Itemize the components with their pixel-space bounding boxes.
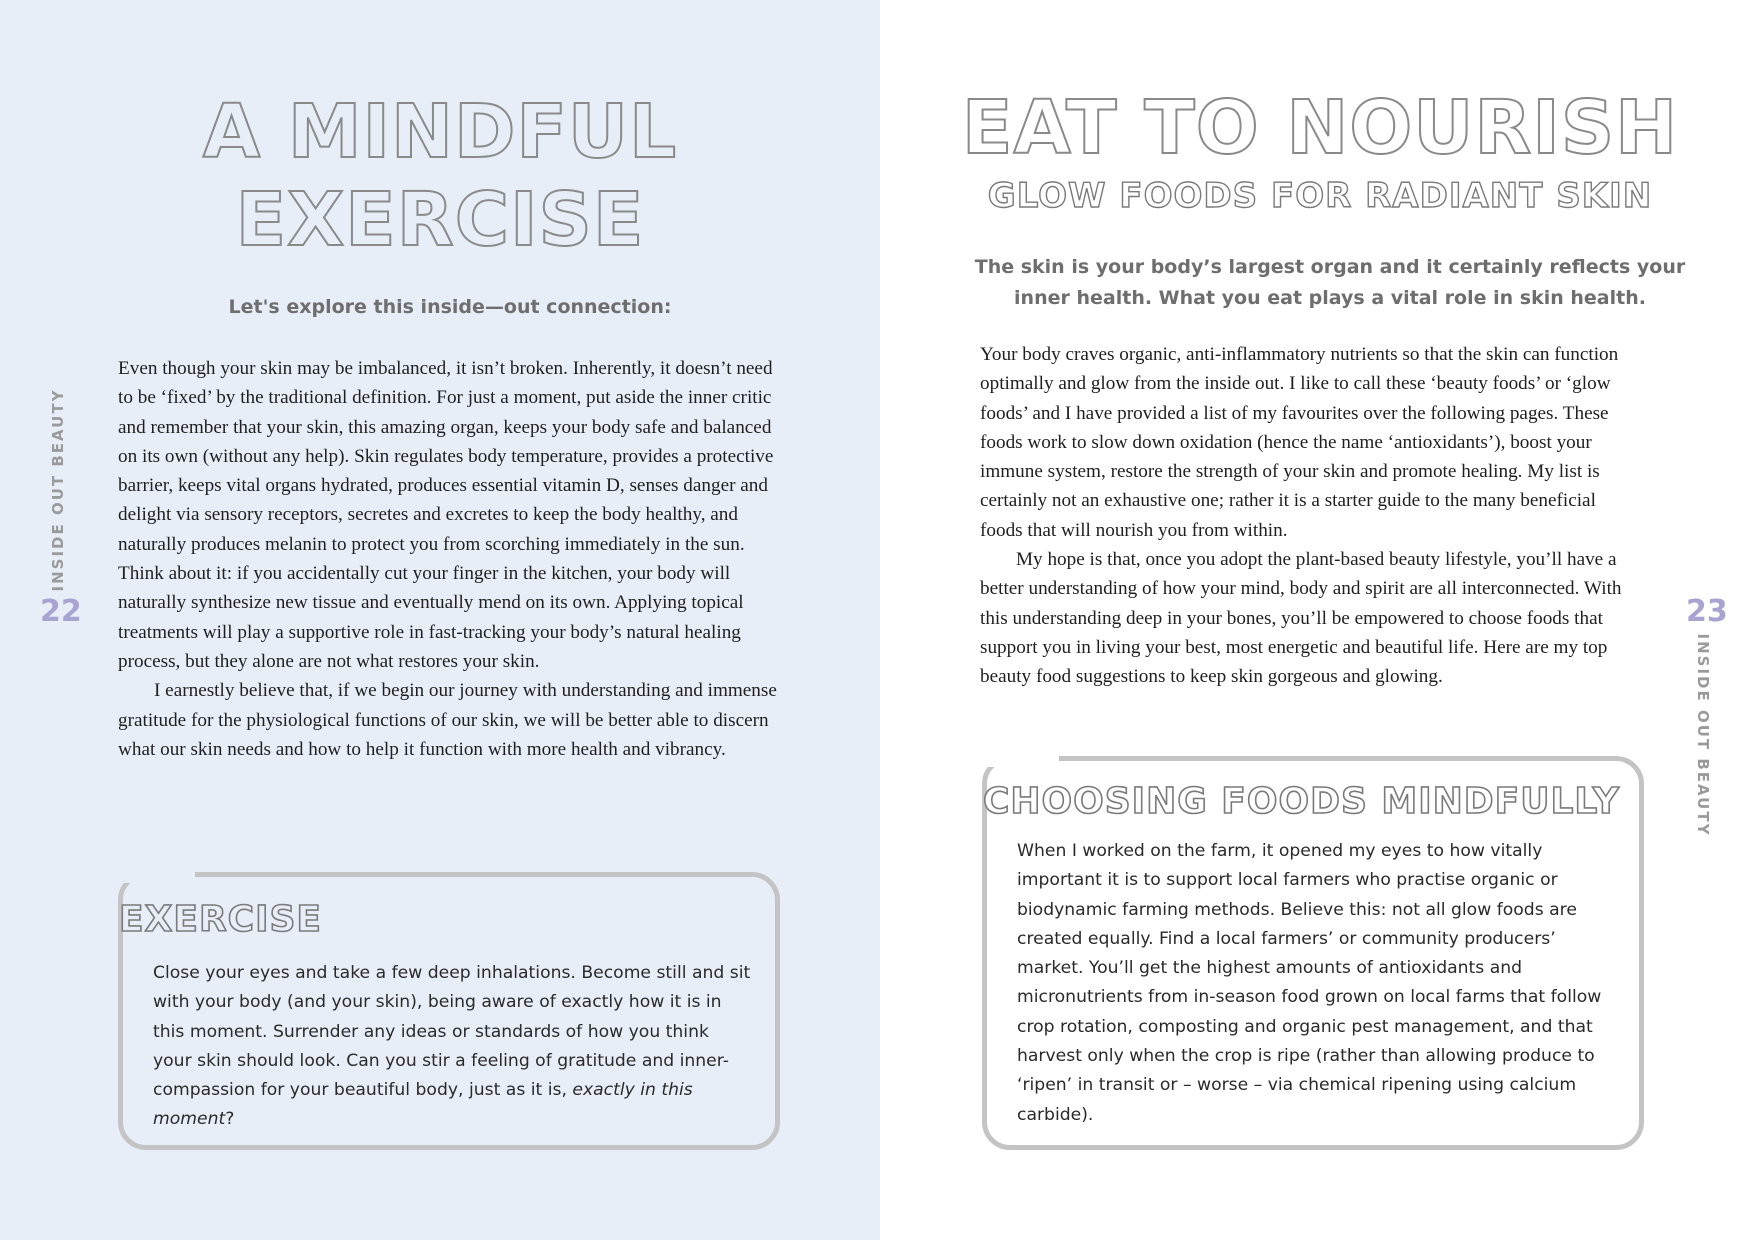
exercise-text-end: ? — [225, 1109, 235, 1130]
left-side-label: INSIDE OUT BEAUTY — [49, 388, 67, 592]
right-side-label: INSIDE OUT BEAUTY — [1694, 633, 1712, 837]
left-title-line-2: EXERCISE — [235, 177, 645, 263]
right-body — [980, 340, 1632, 692]
left-page-number: 22 — [40, 594, 82, 629]
choosing-foods-heading: CHOOSING FOODS MINDFULLY — [983, 781, 1620, 822]
right-page-subtitle: GLOW FOODS FOR RADIANT SKIN — [987, 176, 1653, 216]
right-paragraph-1: Your body craves organic, anti-inflammatory nutrients so that the skin can function optimally and glow from the inside out. I like to call these ‘beauty foods’ or ‘glow foods’ and I have provided a list of my favourites over the following pages. These foods work to slow down oxidation (hence the name ‘antioxidants’), boost your immune system, restore the strength of your skin and promote healing. My list is certainly not an exhaustive one; rather it is a starter guide to the many beneficial foods that will nourish you from within. — [980, 344, 1619, 541]
exercise-box — [118, 872, 780, 1150]
left-paragraph-2: I earnestly believe that, if we begin our journey with understanding and immense gratitude for the physiological functions of our skin, we will be better able to discern what our skin needs and how to help it function with more health and vibrancy. — [118, 680, 777, 760]
exercise-text — [153, 959, 753, 1135]
left-title-line-1: A MINDFUL — [202, 89, 678, 175]
box-border-gap — [981, 755, 1059, 767]
right-paragraph-2: My hope is that, once you adopt the plant-based beauty lifestyle, you’ll have a better understanding of how your mind, body and spirit are all interconnected. With this understanding deep in your bones, you’ll be empowered to choose foods that support you in living your best, most energetic and beautiful life. Here are my top beauty food suggestions to keep skin gorgeous and glowing. — [980, 549, 1622, 688]
exercise-text-main: Close your eyes and take a few deep inhalations. Become still and sit with your body (and your skin), being aware of exactly how it is in this moment. Surrender any ideas or standards of how you think your skin should look. Can you stir a feeling of gratitude and inner-compassion for your beautiful body, just as it is, — [153, 963, 751, 1101]
right-page-title: EAT TO NOURISH — [961, 85, 1679, 171]
exercise-text-emphasis: exactly in this moment — [153, 1080, 693, 1130]
right-lead: The skin is your body’s largest organ and it certainly reflects your inner health. What you eat plays a vital role in skin health. — [974, 256, 1686, 309]
left-paragraph-1: Even though your skin may be imbalanced, it isn’t broken. Inherently, it doesn’t need to be ‘fixed’ by the traditional definition. For just a moment, put aside the inner critic and remember that your skin, this amazing organ, keeps your body safe and balanced on its own (without any help). Skin regulates body temperature, provides a protective barrier, keeps vital organs hydrated, produces essential vitamin D, senses danger and delight via sensory receptors, secretes and excretes to keep the body healthy, and naturally produces melanin to protect you from scorching immediately in the sun. Think about it: if you accidentally cut your finger in the kitchen, your body will naturally synthesize new tissue and eventually mend on its own. Applying topical treatments will play a supportive role in fast-tracking your body’s natural healing process, but they alone are not what restores your skin. — [118, 358, 774, 672]
box-border-gap — [117, 871, 195, 883]
right-page-number: 23 — [1686, 594, 1728, 629]
choosing-foods-box — [982, 756, 1644, 1150]
left-body — [118, 354, 778, 764]
exercise-heading: EXERCISE — [119, 899, 322, 940]
choosing-foods-text: When I worked on the farm, it opened my eyes to how vitally important it is to support local farmers who practise organic or biodynamic farming methods. Believe this: not all glow foods are created equally. Find a local farmers’ or community producers’ market. You’ll get the highest amounts of antioxidants and micronutrients from in-season food grown on local farms that follow crop rotation, composting and organic pest management, and that harvest only when the crop is ripe (rather than allowing produce to ‘ripen’ in transit or – worse – via chemical ripening using calcium carbide). — [1017, 841, 1602, 1125]
left-page-title — [0, 88, 880, 264]
left-lead: Let's explore this inside—out connection: — [228, 296, 672, 318]
